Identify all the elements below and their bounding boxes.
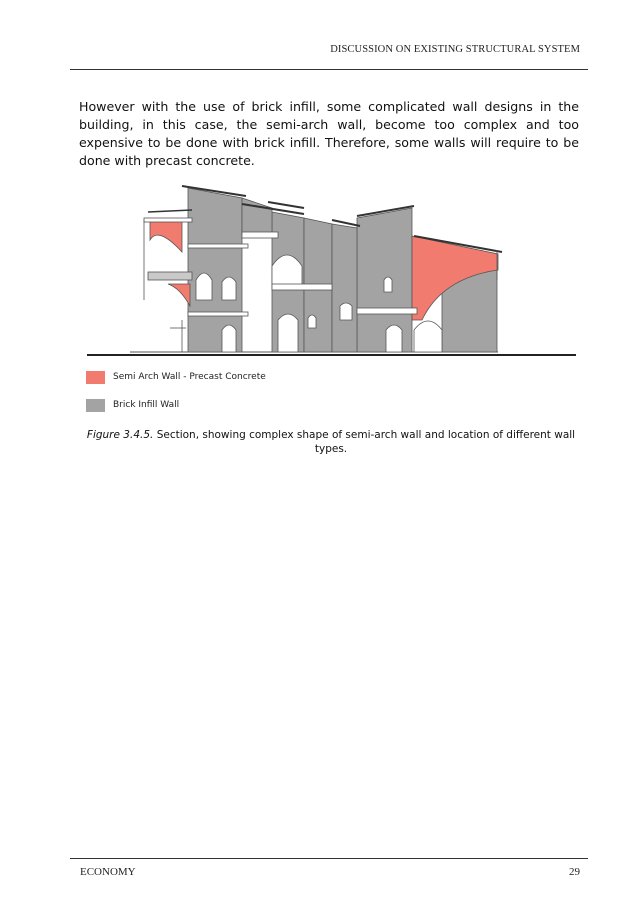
legend-swatch-red — [86, 371, 105, 384]
legend-item-brick-infill — [86, 398, 179, 412]
legend-label-brick-infill: Brick Infill Wall — [113, 400, 180, 410]
legend-swatch-grey — [86, 399, 105, 412]
header-rule — [70, 69, 588, 70]
figure-number: Figure 3.4.5. — [86, 429, 154, 441]
body-paragraph: However with the use of brick infill, some complicated wall designs in the building, in this case, the semi-arch wall, become too complex and too expensive to be done with brick infill. Therefore, some walls will require to be done with precast concrete. — [79, 99, 579, 168]
building-section-drawing — [82, 180, 582, 362]
legend-label-semi-arch: Semi Arch Wall - Precast Concrete — [113, 372, 266, 382]
footer-rule — [70, 858, 588, 859]
legend-item-semi-arch — [86, 370, 266, 384]
page-number: 29 — [569, 866, 580, 878]
figure-caption-text: Section, showing complex shape of semi-arch wall and location of different wall types. — [153, 429, 576, 455]
figure-caption — [86, 428, 576, 456]
footer-section-title: ECONOMY — [80, 866, 136, 878]
running-header: DISCUSSION ON EXISTING STRUCTURAL SYSTEM — [330, 44, 580, 55]
